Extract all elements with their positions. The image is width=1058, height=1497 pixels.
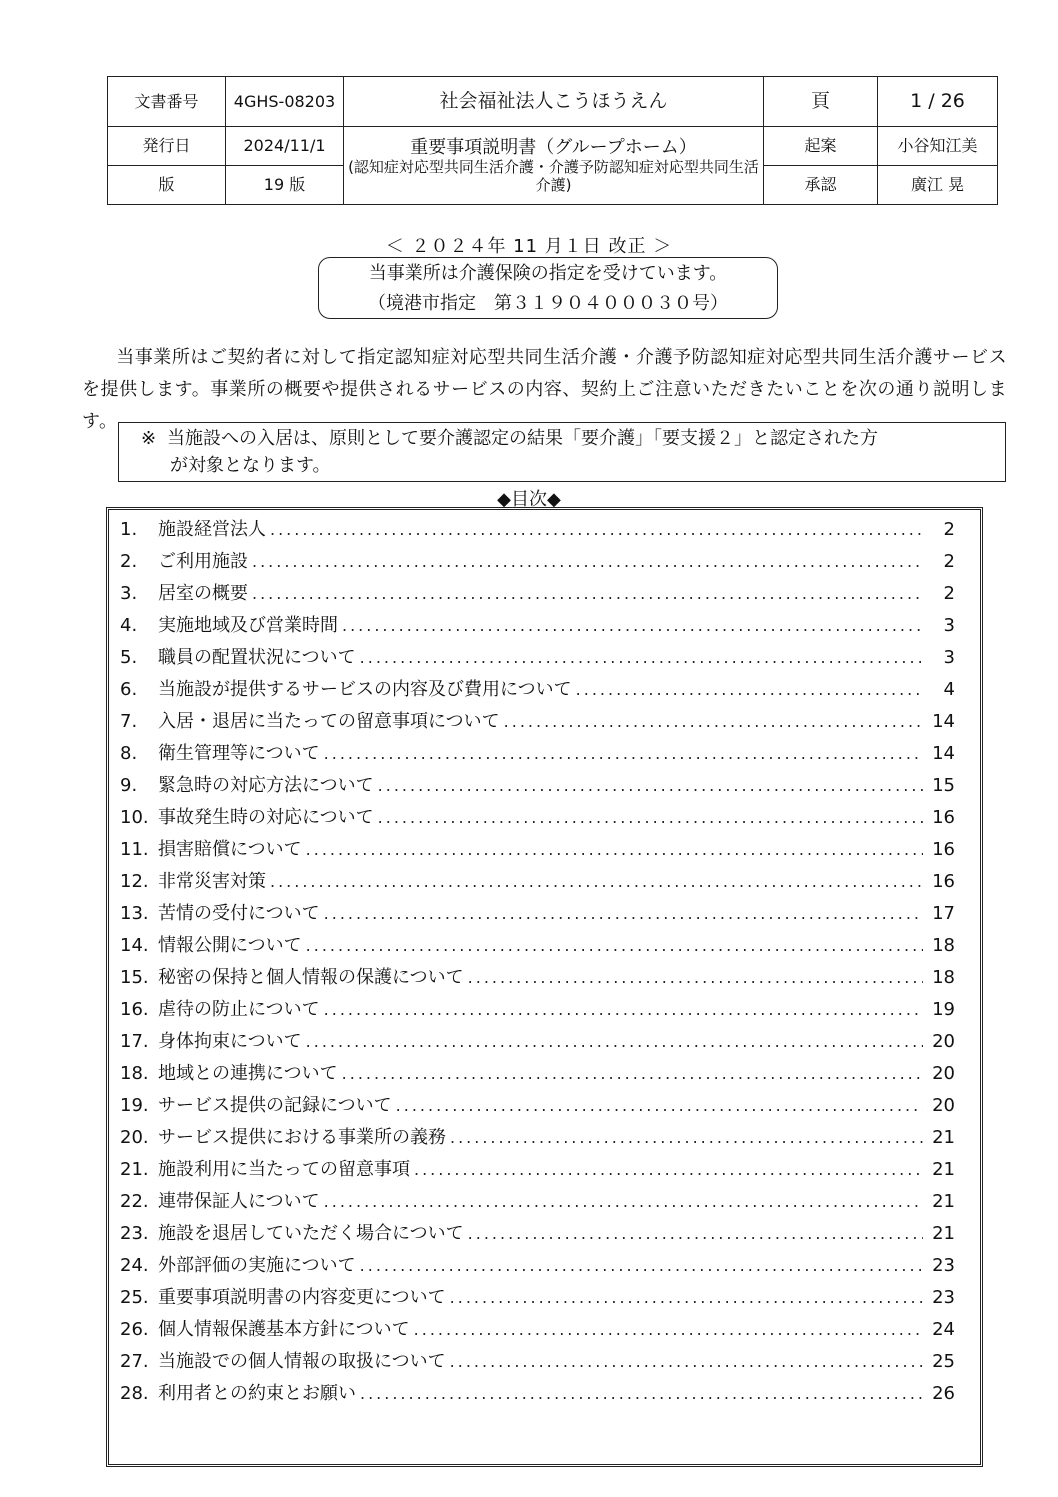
- toc-leader-dots: [324, 898, 923, 930]
- organization-name: 社会福祉法人こうほうえん: [344, 77, 764, 127]
- toc-leader-dots: [414, 1154, 923, 1186]
- toc-item-page: 21: [932, 1223, 955, 1244]
- toc-item-page: 4: [943, 679, 955, 700]
- eligibility-note: [118, 422, 1006, 482]
- toc-leader-dots: [360, 1378, 923, 1410]
- toc-leader-dots: [378, 770, 923, 802]
- toc-item-title: 実施地域及び営業時間: [158, 615, 338, 636]
- toc-item-page: 19: [932, 999, 955, 1020]
- toc-item-title: 損害賠償について: [158, 839, 302, 860]
- toc-item-number: 7.: [120, 711, 138, 732]
- toc-item-page: 20: [932, 1095, 955, 1116]
- designation-box: [318, 257, 778, 319]
- approved-by: 廣江 晃: [878, 166, 998, 205]
- toc-item: [120, 930, 955, 962]
- note-line-2: が対象となります。: [170, 455, 331, 476]
- toc-item-title: 情報公開について: [158, 935, 302, 956]
- toc-item-page: 20: [932, 1063, 955, 1084]
- toc-item: [120, 866, 955, 898]
- designation-line-2: （境港市指定 第３１９０４０００３０号）: [368, 293, 728, 314]
- toc-item-page: 3: [943, 647, 955, 668]
- toc-leader-dots: [270, 514, 923, 546]
- toc-item: [120, 610, 955, 642]
- toc-leader-dots: [468, 962, 923, 994]
- toc-item-title: 入居・退居に当たっての留意事項について: [158, 711, 500, 732]
- toc-item-page: 2: [943, 551, 955, 572]
- toc-item: [120, 674, 955, 706]
- toc-item-number: 1.: [120, 519, 138, 540]
- toc-item-number: 21.: [120, 1159, 149, 1180]
- toc-item-number: 11.: [120, 839, 149, 860]
- issue-date-label: 発行日: [108, 127, 226, 166]
- toc-item-page: 15: [932, 775, 955, 796]
- toc-item-title: サービス提供の記録について: [158, 1095, 392, 1116]
- toc-item-page: 21: [932, 1159, 955, 1180]
- toc-item-number: 9.: [120, 775, 138, 796]
- toc-item-number: 4.: [120, 615, 138, 636]
- toc-item: [120, 1090, 955, 1122]
- toc-item-title: 当施設での個人情報の取扱について: [158, 1351, 446, 1372]
- toc-item-title: 連帯保証人について: [158, 1191, 320, 1212]
- toc-item-title: 非常災害対策: [158, 871, 266, 892]
- toc-item: [120, 994, 955, 1026]
- toc-item-page: 18: [932, 935, 955, 956]
- toc-item: [120, 1122, 955, 1154]
- toc-leader-dots: [324, 994, 923, 1026]
- toc-item: [120, 642, 955, 674]
- toc-item-number: 14.: [120, 935, 149, 956]
- toc-list: [120, 514, 955, 1410]
- toc-leader-dots: [396, 1090, 923, 1122]
- toc-item: [120, 1218, 955, 1250]
- toc-leader-dots: [306, 1026, 923, 1058]
- toc-item-title: 居室の概要: [158, 583, 248, 604]
- page-number: 1 / 26: [878, 77, 998, 127]
- toc-item-title: 緊急時の対応方法について: [158, 775, 374, 796]
- doc-number-label: 文書番号: [108, 77, 226, 127]
- toc-item-title: 個人情報保護基本方針について: [158, 1319, 410, 1340]
- toc-item-page: 21: [932, 1127, 955, 1148]
- toc-leader-dots: [414, 1314, 923, 1346]
- designation-line-1: 当事業所は介護保険の指定を受けています。: [368, 263, 728, 284]
- toc-item-title: 秘密の保持と個人情報の保護について: [158, 967, 464, 988]
- revision-date: ＜ ２０２４年 11 月１日 改正 ＞: [385, 236, 673, 257]
- toc-item: [120, 514, 955, 546]
- toc-item-title: 施設利用に当たっての留意事項: [158, 1159, 410, 1180]
- toc-item: [120, 802, 955, 834]
- toc-item-number: 24.: [120, 1255, 149, 1276]
- toc-item-number: 20.: [120, 1127, 149, 1148]
- toc-item-title: 当施設が提供するサービスの内容及び費用について: [158, 679, 572, 700]
- toc-item: [120, 1378, 955, 1410]
- toc-item-page: 25: [932, 1351, 955, 1372]
- toc-item-number: 23.: [120, 1223, 149, 1244]
- toc-item: [120, 962, 955, 994]
- toc-item-page: 16: [932, 807, 955, 828]
- toc-item-title: 利用者との約束とお願い: [158, 1383, 356, 1404]
- toc-item-number: 19.: [120, 1095, 149, 1116]
- toc-item: [120, 1282, 955, 1314]
- toc-leader-dots: [342, 610, 923, 642]
- toc-item-number: 12.: [120, 871, 149, 892]
- toc-item: [120, 770, 955, 802]
- toc-item-page: 17: [932, 903, 955, 924]
- note-mark: ※: [141, 428, 157, 449]
- toc-item: [120, 738, 955, 770]
- toc-item-number: 27.: [120, 1351, 149, 1372]
- toc-leader-dots: [576, 674, 923, 706]
- toc-item-number: 26.: [120, 1319, 149, 1340]
- toc-item-page: 14: [932, 743, 955, 764]
- toc-leader-dots: [450, 1346, 923, 1378]
- toc-leader-dots: [468, 1218, 923, 1250]
- issue-date: 2024/11/1: [226, 127, 344, 166]
- toc-item: [120, 834, 955, 866]
- toc-item-page: 18: [932, 967, 955, 988]
- toc-leader-dots: [360, 642, 923, 674]
- document-title-sub: (認知症対応型共同生活介護・介護予防認知症対応型共同生活介護): [348, 158, 759, 195]
- toc-item-page: 24: [932, 1319, 955, 1340]
- toc-leader-dots: [450, 1122, 923, 1154]
- toc-item: [120, 1250, 955, 1282]
- toc-item-page: 3: [943, 615, 955, 636]
- toc-item-number: 2.: [120, 551, 138, 572]
- drafted-by: 小谷知江美: [878, 127, 998, 166]
- toc-item-page: 2: [943, 583, 955, 604]
- toc-item: [120, 1154, 955, 1186]
- toc-item-number: 18.: [120, 1063, 149, 1084]
- toc-item: [120, 1314, 955, 1346]
- toc-leader-dots: [504, 706, 923, 738]
- toc-item-title: 衛生管理等について: [158, 743, 320, 764]
- toc-item-title: 外部評価の実施について: [158, 1255, 356, 1276]
- toc-item-title: 身体拘束について: [158, 1031, 302, 1052]
- toc-item-title: 虐待の防止について: [158, 999, 320, 1020]
- toc-item-page: 20: [932, 1031, 955, 1052]
- toc-item-page: 21: [932, 1191, 955, 1212]
- toc-leader-dots: [450, 1282, 923, 1314]
- toc-item-title: 施設経営法人: [158, 519, 266, 540]
- toc-item: [120, 1058, 955, 1090]
- toc-leader-dots: [252, 546, 923, 578]
- toc-item-number: 10.: [120, 807, 149, 828]
- version: 19 版: [226, 166, 344, 205]
- toc-item-number: 16.: [120, 999, 149, 1020]
- version-label: 版: [108, 166, 226, 205]
- toc-item: [120, 898, 955, 930]
- toc-leader-dots: [324, 738, 923, 770]
- toc-item-title: 職員の配置状況について: [158, 647, 356, 668]
- toc-item-page: 2: [943, 519, 955, 540]
- toc-title: ◆目次◆: [497, 489, 561, 510]
- toc-item-number: 3.: [120, 583, 138, 604]
- toc-item-title: ご利用施設: [158, 551, 248, 572]
- document-title: [344, 127, 764, 205]
- toc-item: [120, 706, 955, 738]
- approved-label: 承認: [764, 166, 878, 205]
- toc-item-number: 28.: [120, 1383, 149, 1404]
- intro-paragraph: 当事業所はご契約者に対して指定認知症対応型共同生活介護・介護予防認知症対応型共同生活介護サービスを提供します。事業所の概要や提供されるサービスの内容、契約上ご注意いただきたいことを次の通り説明します。: [82, 347, 1007, 432]
- toc-item-page: 16: [932, 839, 955, 860]
- toc-item-number: 22.: [120, 1191, 149, 1212]
- toc-item-title: 事故発生時の対応について: [158, 807, 374, 828]
- document-title-main: 重要事項説明書（グループホーム）: [410, 136, 697, 158]
- toc-item-page: 23: [932, 1287, 955, 1308]
- toc-item: [120, 1026, 955, 1058]
- toc-item-title: 地域との連携について: [158, 1063, 338, 1084]
- toc-leader-dots: [360, 1250, 923, 1282]
- toc-item-title: 苦情の受付について: [158, 903, 320, 924]
- toc-item-page: 16: [932, 871, 955, 892]
- toc-item-number: 13.: [120, 903, 149, 924]
- toc-leader-dots: [378, 802, 923, 834]
- doc-number: 4GHS-08203: [226, 77, 344, 127]
- document-header-table: [107, 76, 998, 205]
- toc-item-number: 6.: [120, 679, 138, 700]
- toc-item-number: 17.: [120, 1031, 149, 1052]
- toc-item-title: 施設を退居していただく場合について: [158, 1223, 464, 1244]
- toc-item-number: 5.: [120, 647, 138, 668]
- toc-leader-dots: [342, 1058, 923, 1090]
- toc-item-page: 14: [932, 711, 955, 732]
- toc-item: [120, 578, 955, 610]
- toc-item-page: 23: [932, 1255, 955, 1276]
- note-line-1: 当施設への入居は、原則として要介護認定の結果「要介護」「要支援２」と認定された方: [167, 428, 878, 449]
- toc-leader-dots: [306, 930, 923, 962]
- toc-item-number: 8.: [120, 743, 138, 764]
- toc-item-page: 26: [932, 1383, 955, 1404]
- toc-leader-dots: [252, 578, 923, 610]
- drafted-label: 起案: [764, 127, 878, 166]
- toc-item-title: サービス提供における事業所の義務: [158, 1127, 446, 1148]
- toc-item: [120, 546, 955, 578]
- toc-item-title: 重要事項説明書の内容変更について: [158, 1287, 446, 1308]
- toc-leader-dots: [306, 834, 923, 866]
- toc-item-number: 15.: [120, 967, 149, 988]
- toc-leader-dots: [324, 1186, 923, 1218]
- page-label: 頁: [764, 77, 878, 127]
- toc-item: [120, 1346, 955, 1378]
- toc-item: [120, 1186, 955, 1218]
- toc-leader-dots: [270, 866, 923, 898]
- toc-item-number: 25.: [120, 1287, 149, 1308]
